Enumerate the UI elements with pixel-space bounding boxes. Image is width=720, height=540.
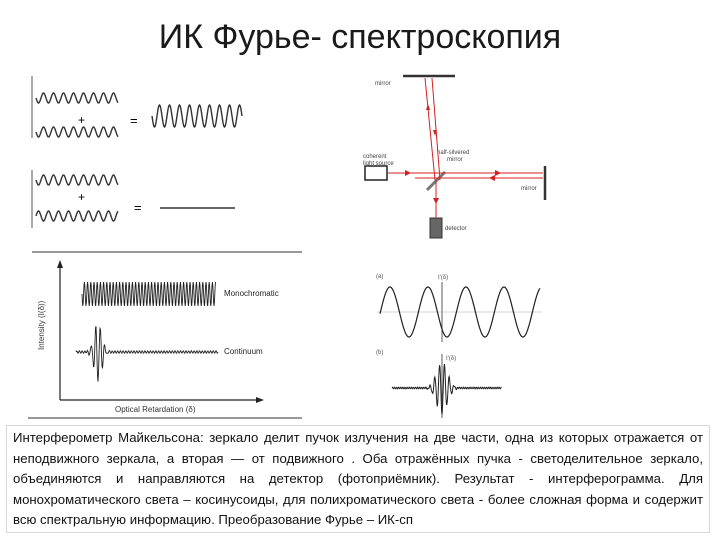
mirror-top-label: mirror [375,81,391,87]
source-label-line1: coherent [363,154,387,160]
slide-title: ИК Фурье- спектроскопия [158,18,562,56]
wave-2a [36,175,118,185]
continuum-label: Continuum [224,347,263,356]
mirror-right-label: mirror [521,186,537,192]
wave-1sum [152,105,242,127]
plus-sign-bottom: + [78,190,86,204]
wave-2b [36,211,118,221]
beamsplitter-label-line1: half-silvered [437,150,470,156]
wave-1b [36,127,118,137]
wave-superposition-figure [20,70,290,230]
panel-a-label: (a) [376,274,384,280]
mono-label: Monochromatic [224,289,279,298]
panel-b-label: (b) [376,350,384,356]
panel-b-func: I'(δ) [446,356,457,362]
wave-1a [36,93,118,103]
equals-sign-top: = [130,113,138,128]
plus-sign-top: + [78,113,86,127]
detector [430,218,442,238]
y-axis-label: Intensity (I(δ)) [37,300,46,350]
x-axis-label: Optical Retardation (δ) [115,405,196,414]
burst-wave [392,364,502,414]
source-label-line2: light source [363,161,394,167]
mono-interferogram [82,282,216,306]
interferometer-diagram [355,70,555,245]
beamsplitter-label-line2: mirror [447,157,463,163]
detector-label: detector [445,226,467,232]
light-source [365,166,387,180]
cosine-panels [372,268,547,423]
panel-a-func: I'(δ) [438,275,449,281]
interferogram-plot [20,250,310,420]
equals-sign-bottom: = [134,200,142,215]
continuum-interferogram [76,326,218,381]
caption-text: Интерферометр Майкельсона: зеркало делит пучок излучения на две части, одна из которых отражается от неподвижного зеркала, а вторая — от подвижного . Оба отражённых пучка - светоделительное зеркало, объединяются и направляются на детектор (фотоприёмник). Результат - интерферограмма. Для монохроматического света – косинусоиды, для полихроматического света - более сложная форма и содержит всю спектральную информацию. Преобразование Фурье – ИК-сп [6,425,710,533]
